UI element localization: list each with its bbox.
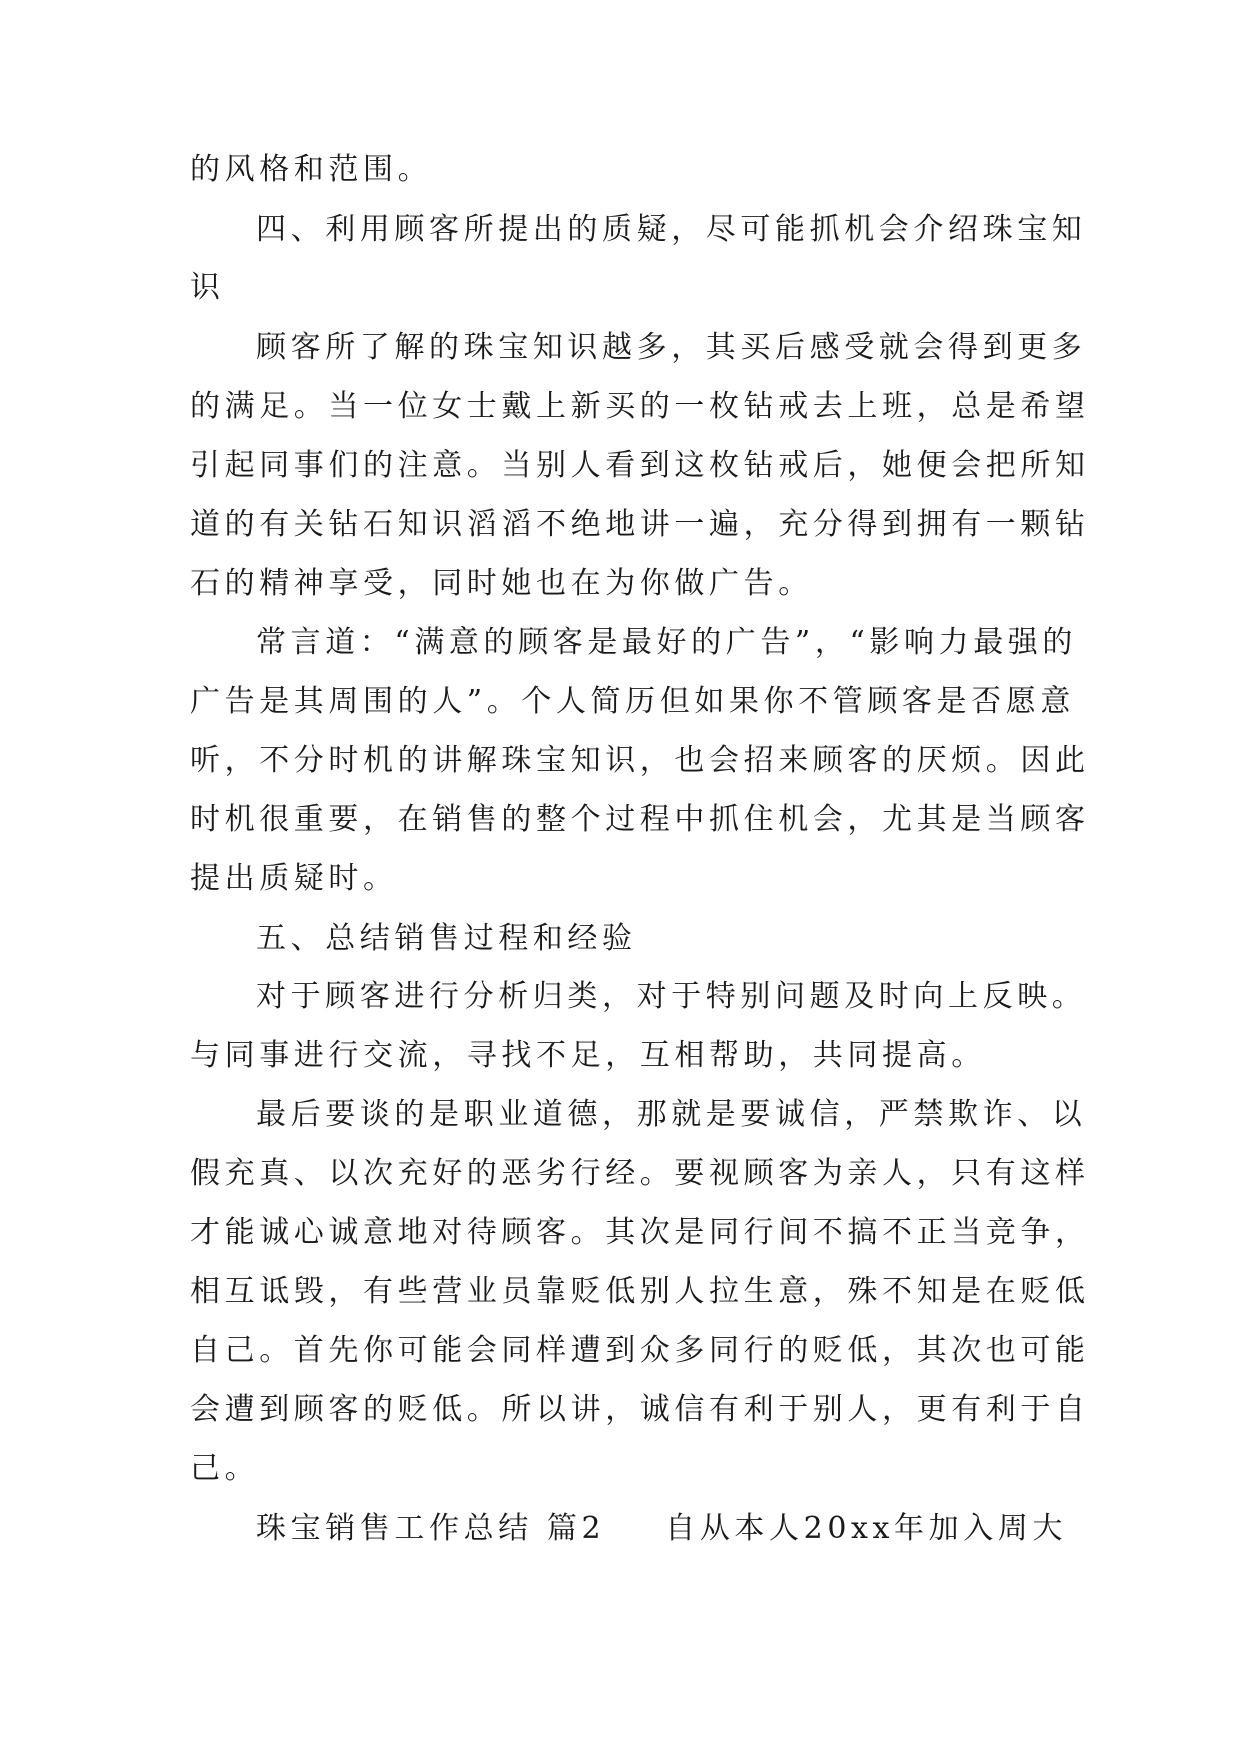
text-line: 广告是其周围的人”。个人简历但如果你不管顾客是否愿意 bbox=[190, 684, 1075, 719]
text-line: 与同事进行交流，寻找不足，互相帮助，共同提高。 bbox=[190, 1038, 986, 1073]
text-line: 会遭到顾客的贬低。所以讲，诚信有利于别人，更有利于自 bbox=[190, 1392, 1090, 1427]
text-line: 自己。首先你可能会同样遭到众多同行的贬低，其次也可能 bbox=[190, 1333, 1090, 1368]
article-title: 珠宝销售工作总结 篇2 bbox=[256, 1511, 606, 1546]
paragraph-start: 对于顾客进行分析归类，对于特别问题及时向上反映。 bbox=[256, 979, 1087, 1014]
text-line: 的风格和范围。 bbox=[190, 152, 433, 187]
text-line: 相互诋毁，有些营业员靠贬低别人拉生意，殊不知是在贬低 bbox=[190, 1274, 1090, 1309]
section-heading: 四、利用顾客所提出的质疑，尽可能抓机会介绍珠宝知 bbox=[256, 212, 1087, 247]
text-line: 假充真、以次充好的恶劣行经。要视顾客为亲人，只有这样 bbox=[190, 1156, 1090, 1191]
text-line: 石的精神享受，同时她也在为你做广告。 bbox=[190, 566, 813, 601]
paragraph-start: 最后要谈的是职业道德，那就是要诚信，严禁欺诈、以 bbox=[256, 1097, 1087, 1132]
text-line: 识 bbox=[190, 270, 225, 305]
text-line: 引起同事们的注意。当别人看到这枚钻戒后，她便会把所知 bbox=[190, 448, 1090, 483]
text-line: 才能诚心诚意地对待顾客。其次是同行间不搞不正当竞争， bbox=[190, 1215, 1090, 1250]
text-line: 听，不分时机的讲解珠宝知识，也会招来顾客的厌烦。因此 bbox=[190, 743, 1090, 778]
text-line: 时机很重要，在销售的整个过程中抓住机会，尤其是当顾客 bbox=[190, 802, 1090, 837]
section-heading: 五、总结销售过程和经验 bbox=[256, 921, 637, 956]
article-continuation: 自从本人20xx年加入周大 bbox=[665, 1511, 1068, 1546]
text-line: 己。 bbox=[190, 1451, 260, 1486]
paragraph-start: 常言道：“满意的顾客是最好的广告”，“影响力最强的 bbox=[256, 625, 1078, 660]
article-title-line bbox=[256, 1509, 1067, 1549]
text-line: 的满足。当一位女士戴上新买的一枚钻戒去上班，总是希望 bbox=[190, 389, 1090, 424]
text-line: 提出质疑时。 bbox=[190, 861, 398, 896]
paragraph-start: 顾客所了解的珠宝知识越多，其买后感受就会得到更多 bbox=[256, 330, 1087, 365]
text-line: 道的有关钻石知识滔滔不绝地讲一遍，充分得到拥有一颗钻 bbox=[190, 507, 1090, 542]
